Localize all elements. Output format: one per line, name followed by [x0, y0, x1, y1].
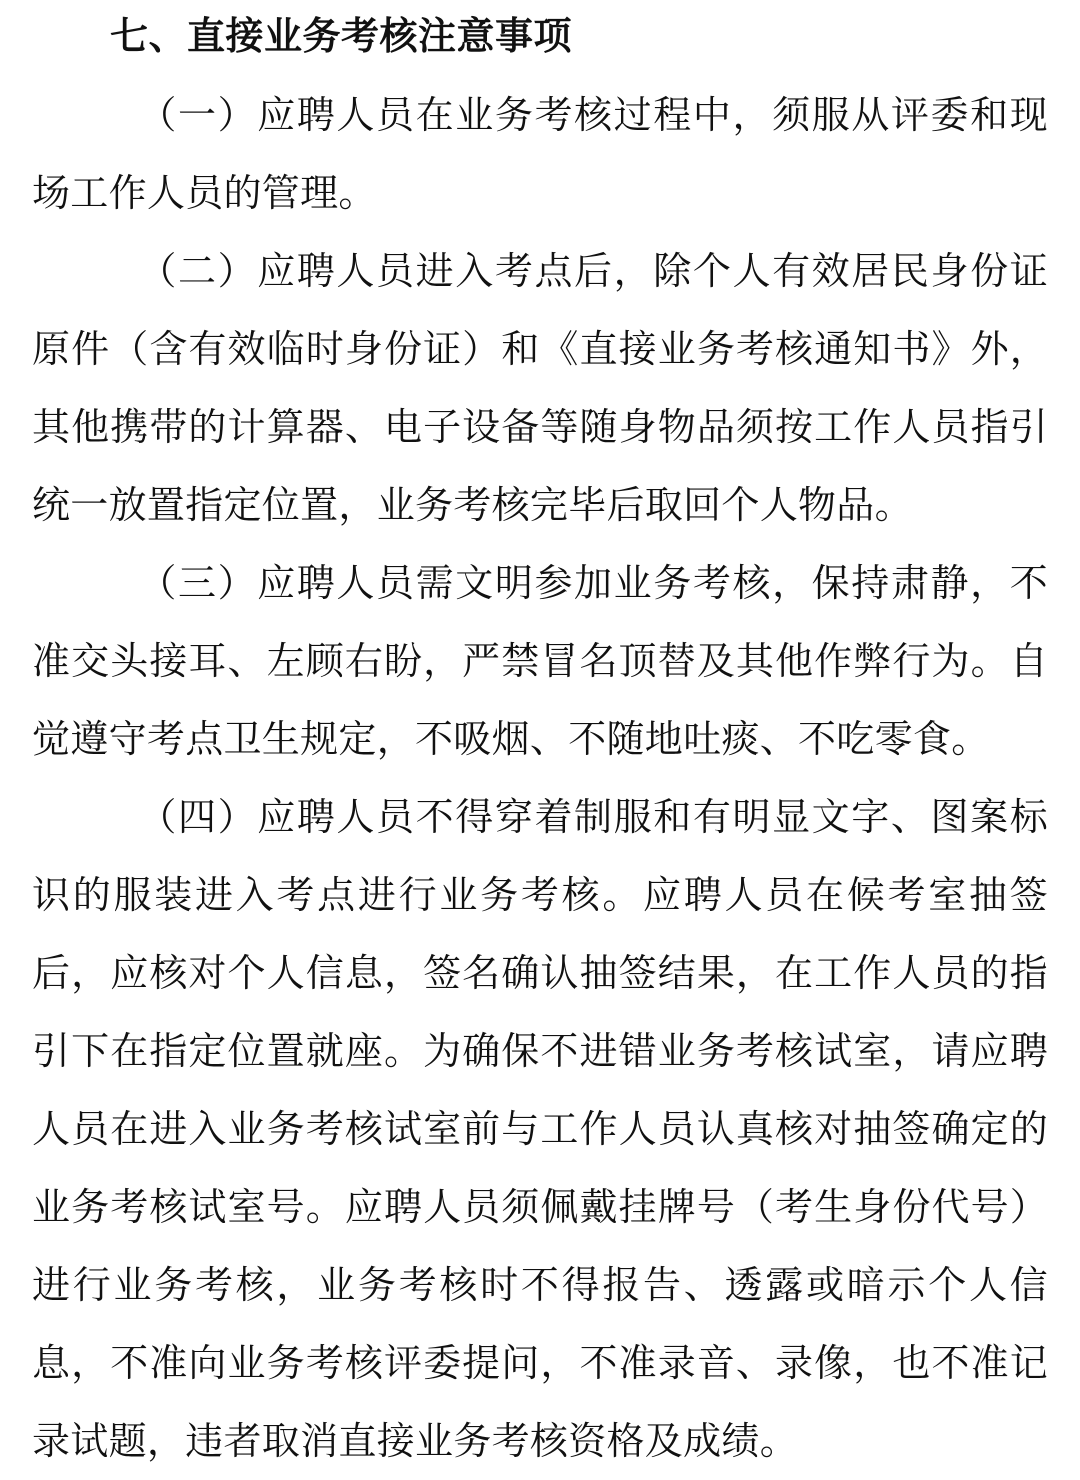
- paragraph-2: （二）应聘人员进入考点后，除个人有效居民身份证原件（含有效临时身份证）和《直接业务考核通知书》外，其他携带的计算器、电子设备等随身物品须按工作人员指引统一放置指定位置，业务考核完毕后取回个人物品。: [32, 249, 1048, 527]
- paragraph-1: （一）应聘人员在业务考核过程中，须服从评委和现场工作人员的管理。: [32, 93, 1048, 215]
- document-body: [32, 0, 1048, 1480]
- section-heading: 七、直接业务考核注意事项: [110, 14, 573, 58]
- paragraph-3: （三）应聘人员需文明参加业务考核，保持肃静，不准交头接耳、左顾右盼，严禁冒名顶替及其他作弊行为。自觉遵守考点卫生规定，不吸烟、不随地吐痰、不吃零食。: [32, 561, 1048, 761]
- paragraph-4: （四）应聘人员不得穿着制服和有明显文字、图案标识的服装进入考点进行业务考核。应聘人员在候考室抽签后，应核对个人信息，签名确认抽签结果，在工作人员的指引下在指定位置就座。为确保不进错业务考核试室，请应聘人员在进入业务考核试室前与工作人员认真核对抽签确定的业务考核试室号。应聘人员须佩戴挂牌号（考生身份代号）进行业务考核，业务考核时不得报告、透露或暗示个人信息，不准向业务考核评委提问，不准录音、录像，也不准记录试题，违者取消直接业务考核资格及成绩。: [32, 795, 1048, 1463]
